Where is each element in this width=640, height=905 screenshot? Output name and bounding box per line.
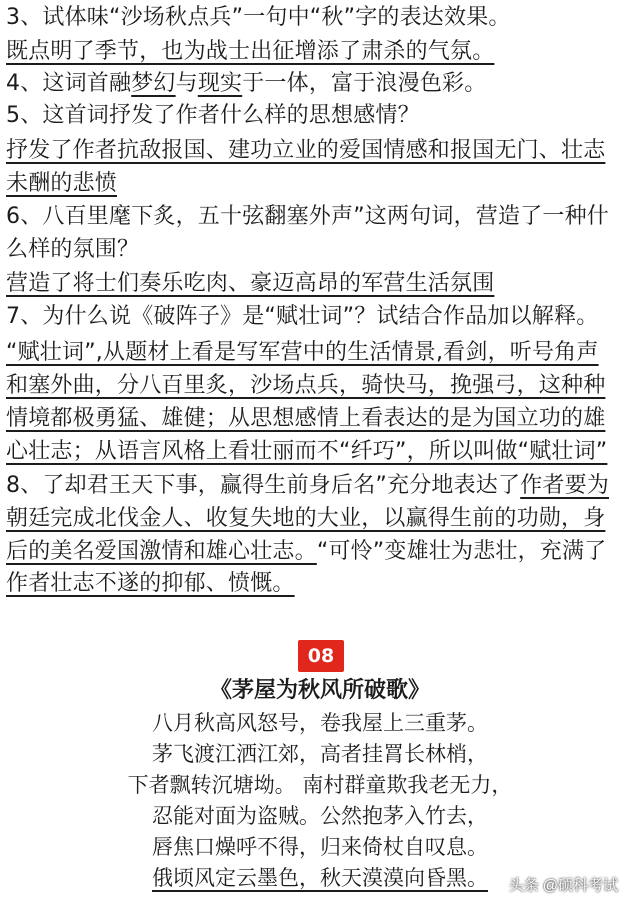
text-line-a7a xyxy=(6,337,599,369)
underlined-answer-text: 未酬的悲愤 xyxy=(6,171,118,196)
text-line-p4 xyxy=(6,68,486,100)
text-segment: 于一体，富于浪漫色彩。 xyxy=(242,71,487,96)
underlined-answer-text: 梦幻 xyxy=(131,71,176,96)
text-line-a7c xyxy=(6,403,605,435)
text-line-q8a xyxy=(6,470,609,502)
text-line-a5a xyxy=(6,135,605,167)
text-line-q8d xyxy=(6,568,295,600)
poem-title: 《茅屋为秋风所破歌》 xyxy=(209,678,430,703)
underlined-answer-text: 和塞外曲，分八百里炙，沙场点兵，骑快马，挽强弓，这种种 xyxy=(6,373,606,398)
poem-line: 下者飘转沉塘坳。 南村群童欺我老无力， xyxy=(127,773,513,797)
text-line-a5b xyxy=(6,168,117,200)
text-line-q3 xyxy=(6,2,511,34)
poem-line: 唇焦口燥呼不得，归来倚杖自叹息。 xyxy=(152,835,488,859)
underlined-answer-text: 后的美名爱国激情和雄心壮志。 xyxy=(6,539,317,564)
underlined-answer-text: 作者要为 xyxy=(520,473,610,498)
text-segment: 8、了却君王天下事，赢得生前身后名”充分地表达了 xyxy=(6,473,521,498)
text-line-q6b xyxy=(6,234,139,266)
text-line-q7 xyxy=(6,301,598,333)
poem-line: 俄顷风定云墨色，秋天漠漠向昏黑。 xyxy=(152,866,488,890)
text-segment: 么样的氛围？ xyxy=(6,237,140,262)
text-line-q8b xyxy=(6,503,605,535)
text-line-q8c xyxy=(6,536,606,568)
text-line-q5 xyxy=(6,100,420,132)
poem-line: 八月秋高风怒号，卷我屋上三重茅。 xyxy=(152,711,488,735)
underlined-answer-text: 既点明了季节，也为战士出征增添了肃杀的气氛。 xyxy=(6,39,495,64)
poem-line: 忍能对面为盗贼。公然抱茅入竹去， xyxy=(152,804,488,828)
text-segment: 3、试体味“沙场秋点兵”一句中“秋”字的表达效果。 xyxy=(6,5,511,30)
text-line-q6a xyxy=(6,201,609,233)
text-line-a3 xyxy=(6,36,494,68)
poem-line: 茅飞渡江洒江郊，高者挂罥长林梢， xyxy=(152,742,488,766)
text-segment: 5、这首词抒发了作者什么样的思想感情？ xyxy=(6,103,420,128)
text-line-a6 xyxy=(6,268,494,300)
watermark: 头条 @硕科考试 xyxy=(508,877,618,894)
underlined-answer-text: 抒发了作者抗敌报国、建功立业的爱国情感和报国无门、壮志 xyxy=(6,138,606,163)
underlined-answer-text: “赋壮词”,从题材上看是写军营中的生活情景,看剑，听号角声 xyxy=(6,340,599,365)
text-line-a7d xyxy=(6,436,607,468)
text-segment: 与 xyxy=(175,71,198,96)
text-segment: 7、为什么说《破阵子》是“赋壮词”？试结合作品加以解释。 xyxy=(6,304,599,329)
text-segment: “可怜”变雄壮为悲壮，充满了 xyxy=(316,539,607,564)
underlined-answer-text: 营造了将士们奏乐吃肉、豪迈高昂的军营生活氛围 xyxy=(6,271,495,296)
text-line-a7b xyxy=(6,370,605,402)
underlined-answer-text: 心壮志；从语言风格上看壮丽而不“纤巧”，所以叫做“赋壮词” xyxy=(6,439,608,464)
underlined-answer-text: 情境都极勇猛、雄健；从思想感情上看表达的是为国立功的雄 xyxy=(6,406,606,431)
section-number-badge: 08 xyxy=(298,640,344,672)
text-segment: 6、八百里麾下炙，五十弦翻塞外声”这两句词，营造了一种什 xyxy=(6,204,609,229)
text-segment: 4、这词首融 xyxy=(6,71,132,96)
underlined-answer-text: 现实 xyxy=(197,71,243,96)
underlined-answer-text: 朝廷完成北伐金人、收复失地的大业，以赢得生前的功勋，身 xyxy=(6,506,606,531)
underlined-answer-text: 作者壮志不遂的抑郁、愤慨。 xyxy=(6,571,295,596)
